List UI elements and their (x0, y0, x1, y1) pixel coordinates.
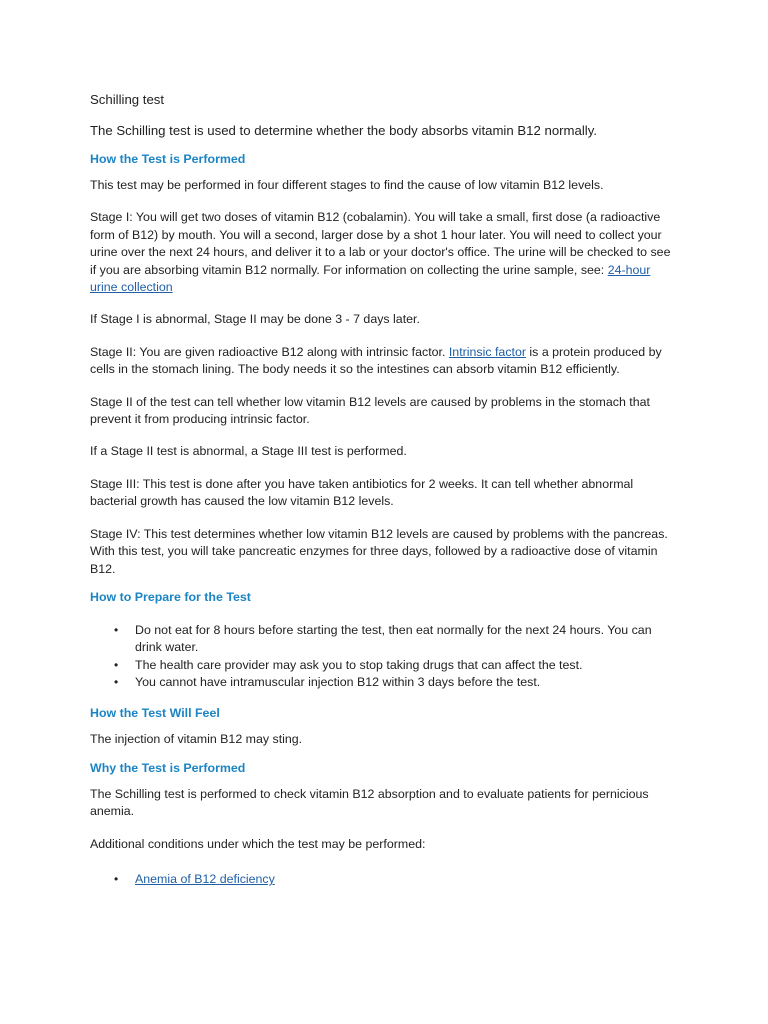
paragraph-stage-2-text-after: is a protein produced by cells in the stomach lining. The body needs it so the intestines can absorb vitamin B12 efficiently. (90, 344, 662, 377)
list-item (90, 657, 680, 674)
paragraph-stage-2-detail: Stage II of the test can tell whether low vitamin B12 levels are caused by problems in the stomach that prevent it from producing intrinsic factor. (90, 394, 650, 427)
bullet-icon: • (114, 622, 119, 637)
bullet-icon: • (114, 657, 119, 672)
paragraph-why-performed: The Schilling test is performed to check vitamin B12 absorption and to evaluate patients for pernicious anemia. (90, 786, 649, 819)
paragraph-stage-1-abnormal: If Stage I is abnormal, Stage II may be done 3 - 7 days later. (90, 312, 420, 327)
paragraph-stage-2 (90, 344, 680, 379)
document-page (90, 91, 680, 889)
paragraph-stage-2-abnormal: If a Stage II test is abnormal, a Stage III test is performed. (90, 444, 407, 459)
list-item-text: Do not eat for 8 hours before starting the test, then eat normally for the next 24 hours. You can drink water. (135, 622, 652, 655)
section-heading-performed: How the Test is Performed (90, 152, 246, 166)
section-heading-why: Why the Test is Performed (90, 760, 246, 775)
paragraph-stage-1 (90, 209, 680, 296)
paragraph-additional-conditions: Additional conditions under which the test may be performed: (90, 836, 426, 851)
list-item (90, 674, 680, 691)
prepare-list (90, 622, 680, 692)
paragraph-stage-4: Stage IV: This test determines whether low vitamin B12 levels are caused by problems with the pancreas. With this test, you will take pancreatic enzymes for three days, followed by a radioactive dose of vitamin B12. (90, 526, 668, 576)
paragraph-stage-2-text-before: Stage II: You are given radioactive B12 along with intrinsic factor. (90, 344, 449, 359)
link-intrinsic-factor[interactable]: Intrinsic factor (448, 344, 526, 359)
paragraph-injection-sting: The injection of vitamin B12 may sting. (90, 731, 303, 746)
intro-paragraph: The Schilling test is used to determine whether the body absorbs vitamin B12 normally. (90, 123, 597, 138)
section-heading-feel: How the Test Will Feel (90, 705, 220, 720)
list-item-text: The health care provider may ask you to stop taking drugs that can affect the test. (135, 657, 583, 672)
section-heading-prepare: How to Prepare for the Test (90, 589, 251, 604)
link-24-hour-urine-collection[interactable]: 24-hour urine collection (90, 262, 651, 295)
paragraph-stage-3: Stage III: This test is done after you have taken antibiotics for 2 weeks. It can tell whether abnormal bacterial growth has caused the low vitamin B12 levels. (90, 476, 634, 509)
paragraph-stages-overview: This test may be performed in four different stages to find the cause of low vitamin B12 levels. (90, 178, 604, 192)
bullet-icon: • (114, 675, 119, 690)
list-item-text: You cannot have intramuscular injection B12 within 3 days before the test. (135, 675, 541, 690)
link-anemia-b12-deficiency[interactable]: Anemia of B12 deficiency (135, 872, 275, 887)
document-title: Schilling test (90, 92, 165, 107)
list-item (90, 622, 680, 657)
conditions-list (90, 871, 680, 888)
list-item (90, 871, 680, 888)
paragraph-stage-1-text: Stage I: You will get two doses of vitamin B12 (cobalamin). You will take a small, first dose (a radioactive form of B12) by mouth. You will a second, larger dose by a shot 1 hour later. You will need to collect your urine over the next 24 hours, and deliver it to a lab or your doctor's office. The urine will be checked to see if you are absorbing vitamin B12 normally. For information on collecting the urine sample, see: (90, 210, 671, 277)
bullet-icon: • (114, 872, 119, 887)
